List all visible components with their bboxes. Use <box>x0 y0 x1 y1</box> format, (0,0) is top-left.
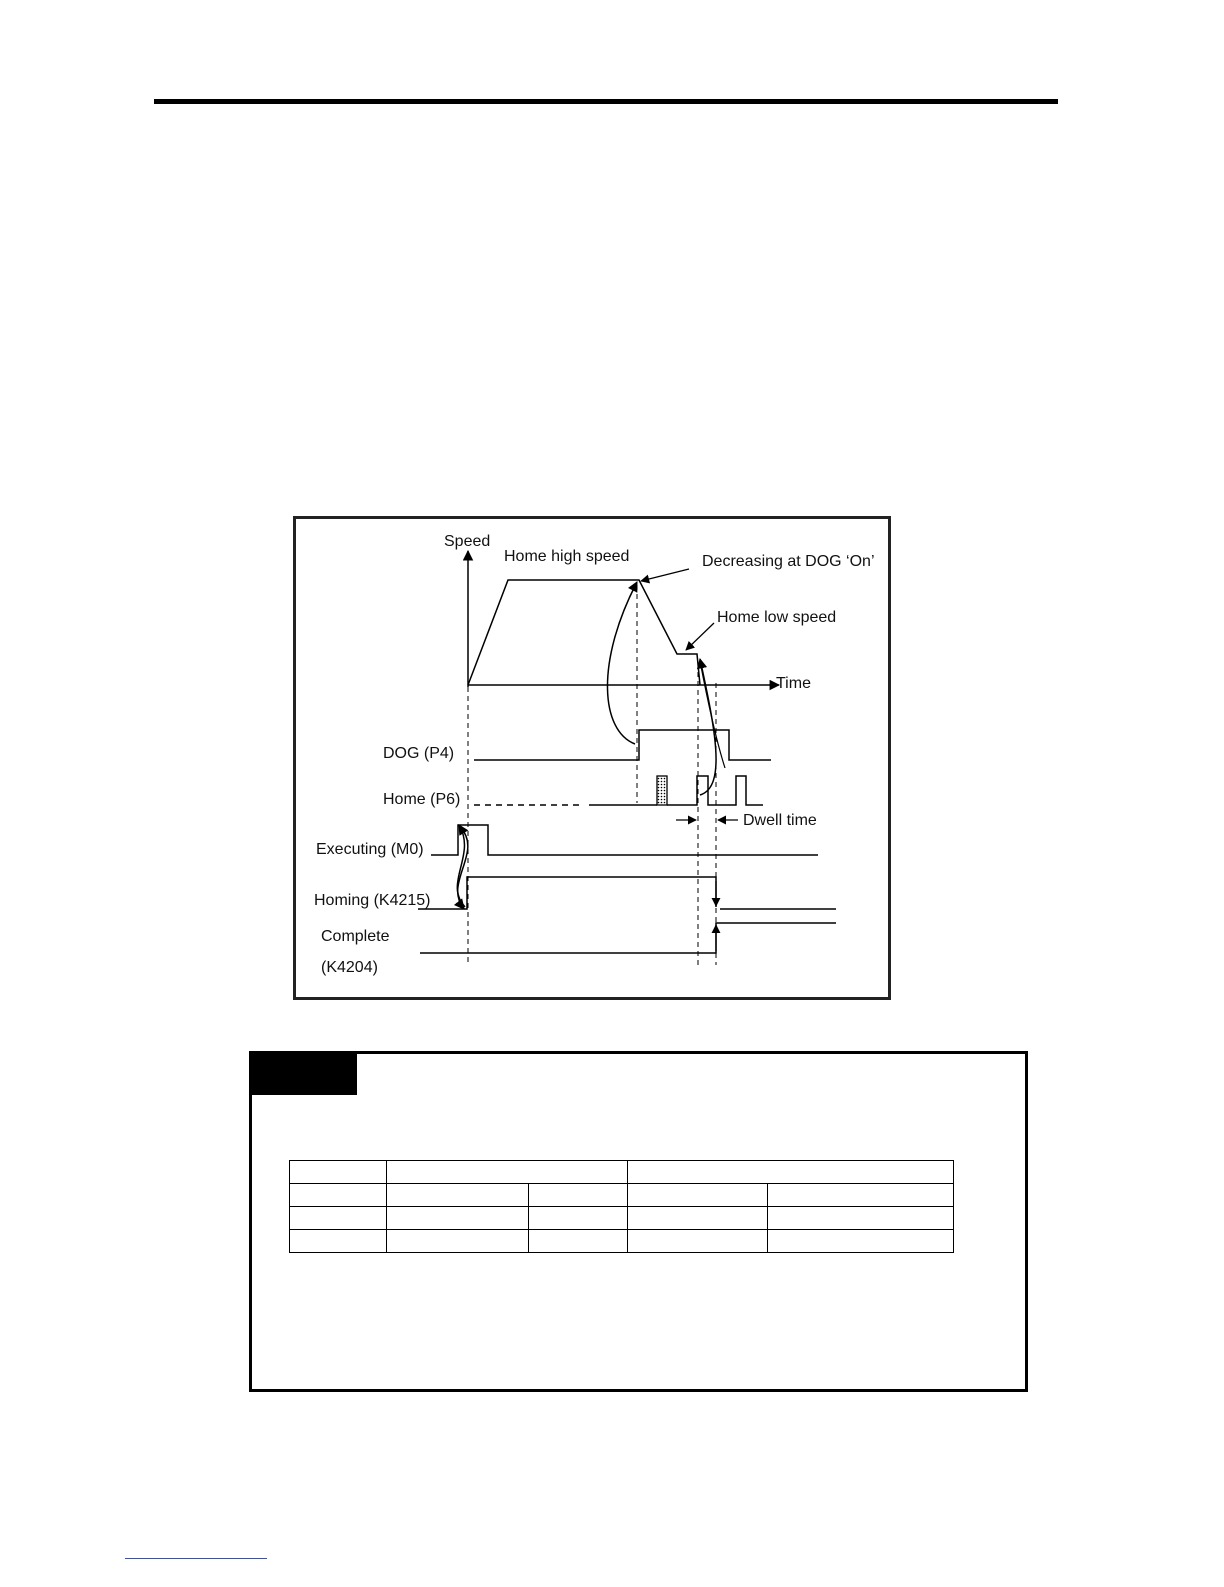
executing-signal-trace <box>431 825 818 855</box>
table-cell <box>290 1184 387 1207</box>
speed-axis-label: Speed <box>444 533 491 550</box>
note-table <box>289 1160 954 1253</box>
table-row <box>290 1207 954 1230</box>
table-cell <box>768 1207 954 1230</box>
note-box <box>249 1051 1028 1392</box>
table-cell <box>529 1230 628 1253</box>
table-cell <box>290 1230 387 1253</box>
table-cell <box>628 1161 954 1184</box>
table-row <box>290 1230 954 1253</box>
table-cell <box>387 1230 529 1253</box>
table-cell <box>290 1207 387 1230</box>
speed-profile-line <box>468 580 700 685</box>
homing-signal-label: Homing (K4215) <box>314 892 431 909</box>
home-signal-label: Home (P6) <box>383 791 461 808</box>
table-row <box>290 1184 954 1207</box>
table-cell <box>628 1184 768 1207</box>
executing-signal-label: Executing (M0) <box>316 841 424 858</box>
dog-signal-label: DOG (P4) <box>383 745 455 762</box>
decreasing-pointer <box>641 569 689 581</box>
table-cell <box>529 1207 628 1230</box>
table-cell <box>290 1161 387 1184</box>
table-row <box>290 1161 954 1184</box>
table-cell <box>387 1184 529 1207</box>
low-speed-pointer <box>686 623 714 650</box>
home-low-speed-label: Home low speed <box>717 609 837 626</box>
table-cell <box>529 1184 628 1207</box>
decreasing-at-dog-on-label: Decreasing at DOG ‘On’ <box>702 553 875 570</box>
note-tab <box>252 1054 357 1095</box>
home-high-speed-label: Home high speed <box>504 548 630 565</box>
home-signal-trace <box>667 776 763 805</box>
table-cell <box>628 1230 768 1253</box>
time-axis-label: Time <box>776 675 811 692</box>
complete-signal-label-2: (K4204) <box>321 959 378 976</box>
homing-timing-diagram <box>293 516 891 1000</box>
table-cell <box>387 1207 529 1230</box>
table-cell <box>387 1161 628 1184</box>
dwell-time-label: Dwell time <box>743 812 817 829</box>
dashed-guides <box>468 585 716 965</box>
table-cell <box>768 1230 954 1253</box>
complete-signal-label-1: Complete <box>321 928 390 945</box>
complete-signal-trace <box>420 923 836 953</box>
home-signal-hatched-pulse <box>657 776 667 805</box>
table-cell <box>768 1184 954 1207</box>
dog-to-decel-curve <box>607 582 637 744</box>
footer-link-underline[interactable] <box>125 1558 267 1559</box>
table-cell <box>628 1207 768 1230</box>
